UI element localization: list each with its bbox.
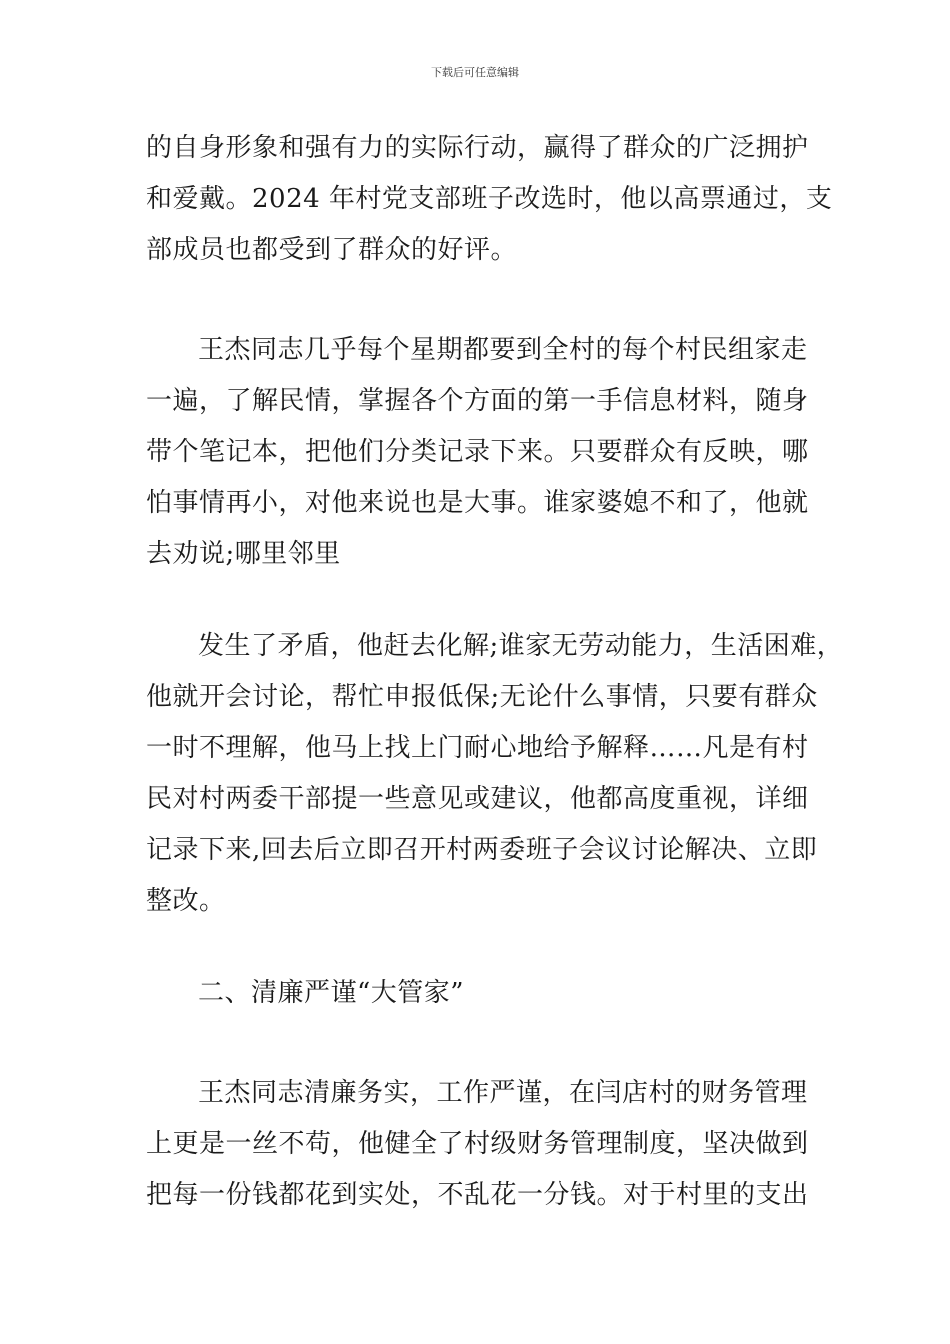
paragraph-line: 怕事情再小，对他来说也是大事。谁家婆媳不和了，他就 <box>146 488 809 518</box>
paragraph-line: 民对村两委干部提一些意见或建议，他都高度重视，详细 <box>146 784 809 814</box>
paragraph-4 <box>146 1068 808 1221</box>
paragraph-line: 一遍，了解民情，掌握各个方面的第一手信息材料，随身 <box>146 386 809 416</box>
paragraph-line: 上更是一丝不苟，他健全了村级财务管理制度，坚决做到 <box>146 1129 809 1159</box>
paragraph-line: 去劝说;哪里邻里 <box>146 539 341 569</box>
paragraph-line: 记录下来,回去后立即召开村两委班子会议讨论解决、立即 <box>146 835 818 865</box>
section-heading-text: 二、清廉严谨“大管家” <box>198 978 465 1008</box>
paragraph-line: 发生了矛盾，他赶去化解;谁家无劳动能力，生活困难， <box>198 631 844 661</box>
paragraph-line: 王杰同志几乎每个星期都要到全村的每个村民组家走 <box>198 335 808 365</box>
paragraph-line: 的自身形象和强有力的实际行动，赢得了群众的广泛拥护 <box>146 133 809 163</box>
paragraph-line: 和爱戴。2024 年村党支部班子改选时，他以高票通过，支 <box>146 184 833 214</box>
paragraph-line: 王杰同志清廉务实，工作严谨，在闫店村的财务管理 <box>198 1078 808 1108</box>
paragraph-line: 一时不理解，他马上找上门耐心地给予解释……凡是有村 <box>146 733 809 763</box>
paragraph-line: 他就开会讨论，帮忙申报低保;无论什么事情，只要有群众 <box>146 682 818 712</box>
paragraph-1 <box>146 123 833 276</box>
section-heading <box>146 968 808 1019</box>
paragraph-line: 把每一份钱都花到实处，不乱花一分钱。对于村里的支出 <box>146 1180 809 1210</box>
paragraph-line: 部成员也都受到了群众的好评。 <box>146 235 518 265</box>
paragraph-3 <box>146 621 844 927</box>
paragraph-line: 整改。 <box>146 886 226 916</box>
paragraph-line: 带个笔记本，把他们分类记录下来。只要群众有反映，哪 <box>146 437 809 467</box>
page-header: 下载后可任意编辑 <box>431 66 519 79</box>
paragraph-2 <box>146 325 808 580</box>
